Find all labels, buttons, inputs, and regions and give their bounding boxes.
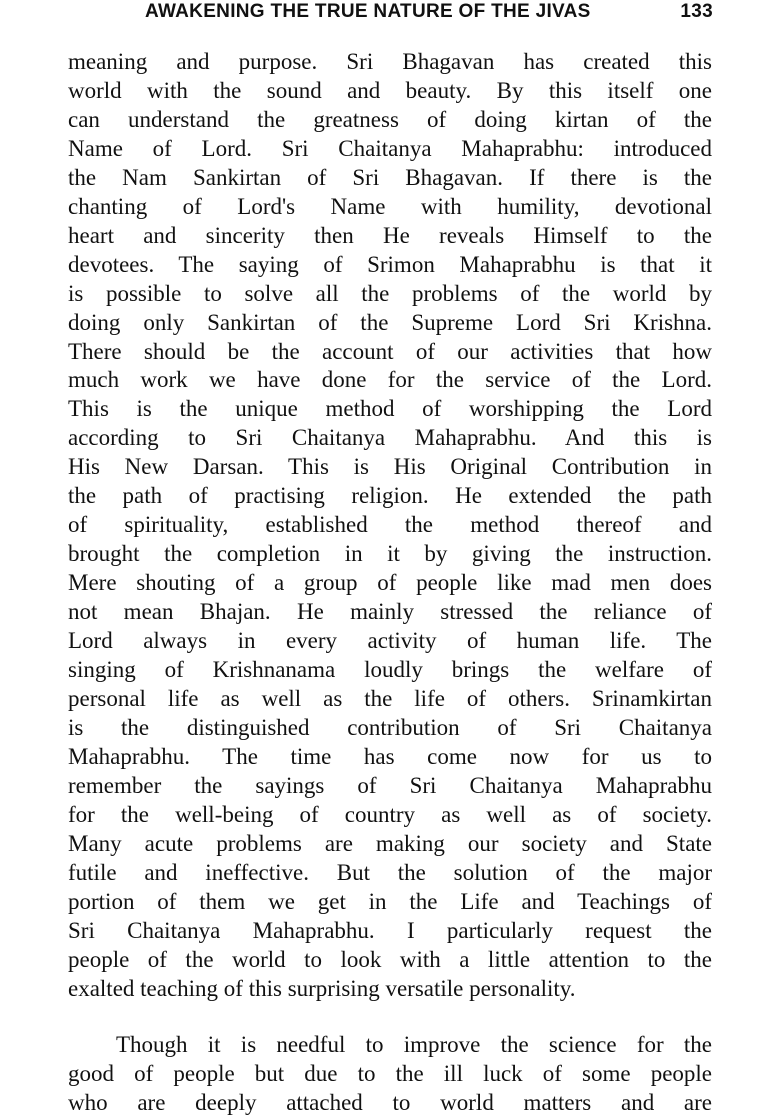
text-line: meaning and purpose. Sri Bhagavan has created this (68, 49, 712, 74)
text-line: futile and ineffective. But the solution of the major (68, 859, 712, 885)
text-line: Mahaprabhu. The time has come now for us to (68, 743, 712, 769)
text-line: Name of Lord. Sri Chaitanya Mahaprabhu: introduced (68, 135, 712, 161)
body-text (68, 48, 712, 1118)
text-line: can understand the greatness of doing kirtan of the (68, 106, 712, 132)
text-line: according to Sri Chaitanya Mahaprabhu. And this is (68, 425, 712, 451)
text-line: singing of Krishnanama loudly brings the welfare of (68, 657, 712, 683)
text-line: of spirituality, established the method thereof and (68, 512, 712, 538)
text-line: good of people but due to the ill luck of some people (68, 1061, 712, 1087)
text-line: exalted teaching of this surprising versatile personality. (68, 975, 576, 1001)
text-line: is possible to solve all the problems of the world by (68, 280, 712, 306)
text-line: chanting of Lord's Name with humility, devotional (68, 193, 712, 219)
text-line: Many acute problems are making our society and State (68, 830, 712, 856)
text-line: This is the unique method of worshipping the Lord (68, 396, 712, 422)
text-line: Lord always in every activity of human life. The (68, 628, 712, 654)
text-line: portion of them we get in the Life and Teachings of (68, 888, 712, 914)
text-line: brought the completion in it by giving the instruction. (68, 541, 712, 567)
paragraph (68, 48, 712, 1003)
paragraph (68, 1031, 712, 1118)
text-line: personal life as well as the life of others. Srinamkirtan (68, 685, 712, 711)
text-line: much work we have done for the service of the Lord. (68, 367, 712, 393)
page-number: 133 (680, 1, 713, 22)
text-line: the path of practising religion. He extended the path (68, 483, 712, 509)
text-line: Sri Chaitanya Mahaprabhu. I particularly request the (68, 917, 712, 943)
text-line: world with the sound and beauty. By this itself one (68, 77, 712, 103)
text-line: the Nam Sankirtan of Sri Bhagavan. If there is the (68, 164, 712, 190)
text-line: doing only Sankirtan of the Supreme Lord Sri Krishna. (68, 309, 712, 335)
text-line: Mere shouting of a group of people like mad men does (68, 570, 712, 596)
text-line: His New Darsan. This is His Original Contribution in (68, 454, 712, 480)
text-line: is the distinguished contribution of Sri Chaitanya (68, 714, 712, 740)
text-line: devotees. The saying of Srimon Mahaprabhu is that it (68, 251, 712, 277)
text-line: Though it is needful to improve the science for the (116, 1032, 712, 1058)
text-line: remember the sayings of Sri Chaitanya Mahaprabhu (68, 772, 712, 798)
running-head-title: AWAKENING THE TRUE NATURE OF THE JIVAS (145, 1, 591, 22)
text-line: There should be the account of our activities that how (68, 338, 712, 364)
text-line: heart and sincerity then He reveals Himself to the (68, 222, 712, 248)
text-line: not mean Bhajan. He mainly stressed the reliance of (68, 599, 712, 625)
text-line: who are deeply attached to world matters and are (68, 1090, 712, 1116)
text-line: people of the world to look with a little attention to the (68, 946, 712, 972)
running-head (145, 0, 713, 24)
paragraph-gap (68, 1003, 712, 1031)
text-line: for the well-being of country as well as of society. (68, 801, 712, 827)
